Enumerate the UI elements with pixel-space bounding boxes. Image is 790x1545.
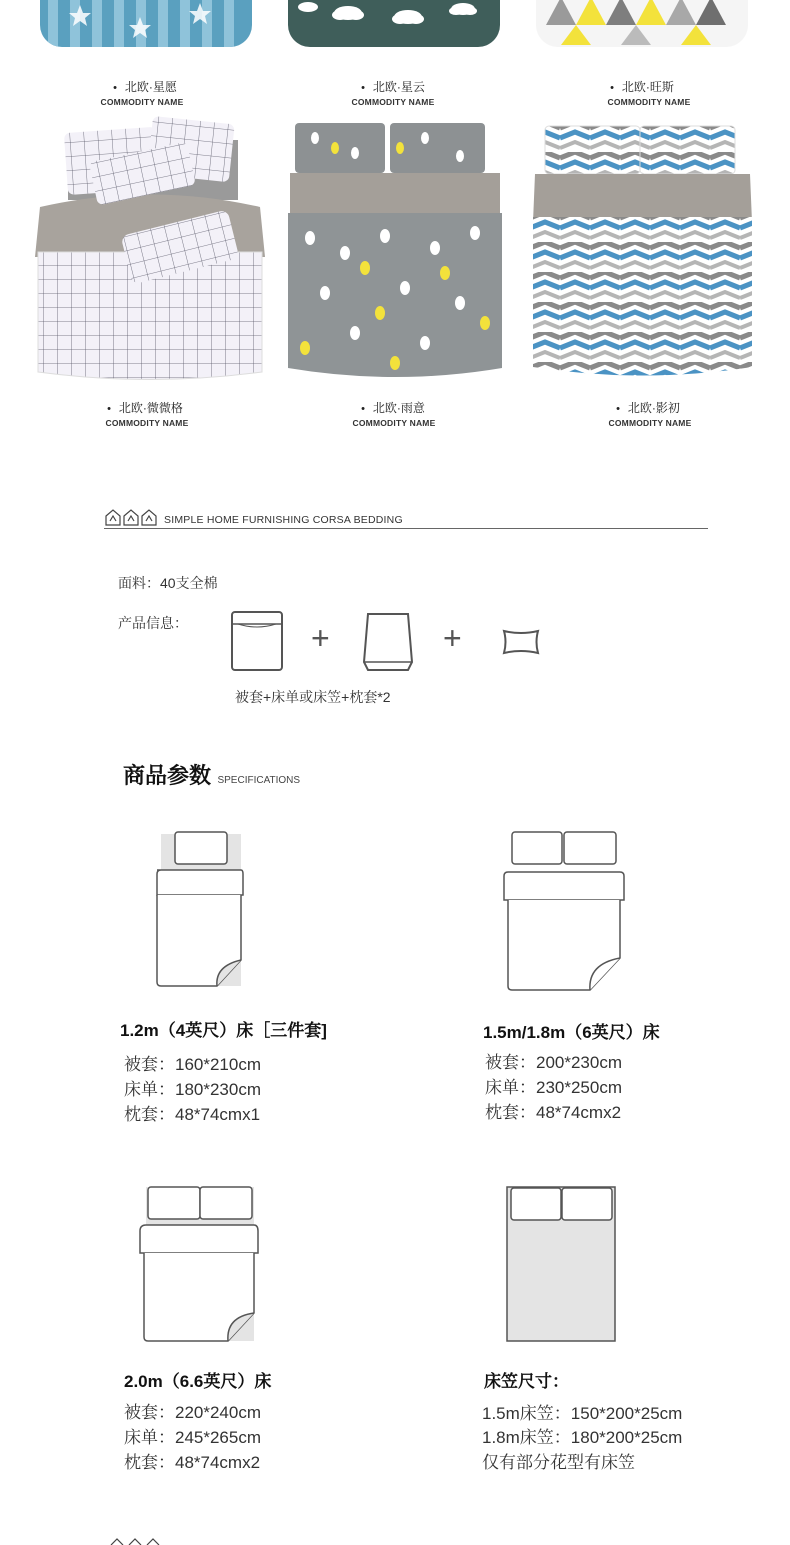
product-image-chevron[interactable] [530, 122, 755, 384]
product-subtitle: COMMODITY NAME [351, 97, 435, 107]
product-image-star-stripes[interactable] [40, 0, 252, 47]
product-name[interactable]: • 北欧·星云 [293, 78, 493, 95]
product-subtitle: COMMODITY NAME [105, 418, 189, 428]
product-subtitle: COMMODITY NAME [608, 418, 692, 428]
size-title: 床笠尺寸： [484, 1372, 569, 1391]
specs-title-text: 商品参数 [123, 763, 212, 788]
size-line: 被套：200*230cm [485, 1053, 623, 1072]
duvet-cover-icon [230, 610, 284, 672]
size-title: 1.2m（4英尺）床［三件套] [120, 1021, 327, 1040]
size-line: 枕套：48*74cmx1 [124, 1105, 261, 1124]
product-subtitle: COMMODITY NAME [100, 97, 184, 107]
section-divider [104, 528, 708, 529]
product-image-drops[interactable] [285, 118, 505, 386]
product-subtitle: COMMODITY NAME [352, 418, 436, 428]
size-line: 1.8m床笠：180*200*25cm [482, 1428, 683, 1447]
product-name[interactable]: • 北欧·星愿 [45, 78, 245, 95]
size-line: 枕套：48*74cmx2 [485, 1103, 622, 1122]
bed-diagram-1-2m [155, 830, 247, 990]
bed-diagram-1-5m-1-8m [502, 830, 626, 992]
product-name[interactable]: • 北欧·旺斯 [542, 78, 742, 95]
size-line: 枕套：48*74cmx2 [124, 1453, 261, 1472]
product-subtitle: COMMODITY NAME [607, 97, 691, 107]
house-icon [110, 1537, 162, 1545]
product-name[interactable]: • 北欧·影初 [548, 399, 748, 416]
size-line: 1.5m床笠：150*200*25cm [482, 1404, 683, 1423]
product-image-grid[interactable] [30, 112, 270, 387]
section-header-title: SIMPLE HOME FURNISHING CORSA BEDDING [164, 514, 403, 526]
size-title: 2.0m（6.6英尺）床 [124, 1372, 272, 1391]
product-info-formula: 被套+床单或床笠+枕套*2 [235, 689, 391, 705]
bed-diagram-2-0m [138, 1185, 262, 1345]
size-line: 被套：220*240cm [124, 1403, 262, 1422]
plus-sign: + [443, 620, 462, 656]
plus-sign: + [311, 620, 330, 656]
specs-title [123, 759, 300, 790]
product-name[interactable]: • 北欧·微微格 [45, 399, 245, 416]
product-name[interactable]: • 北欧·雨意 [293, 399, 493, 416]
product-image-triangles[interactable] [536, 0, 748, 47]
fabric-info: 面料：40支全棉 [118, 575, 218, 591]
pillowcase-icon [500, 628, 542, 656]
product-image-clouds[interactable] [288, 0, 500, 47]
size-title: 1.5m/1.8m（6英尺）床 [483, 1023, 660, 1042]
fitted-sheet-diagram [505, 1185, 617, 1343]
size-line: 仅有部分花型有床笠 [482, 1453, 635, 1472]
bed-sheet-icon [362, 612, 414, 672]
size-line: 床单：230*250cm [485, 1078, 623, 1097]
size-line: 床单：180*230cm [124, 1080, 262, 1099]
product-info-label: 产品信息： [118, 615, 188, 631]
size-line: 被套：160*210cm [124, 1055, 262, 1074]
size-line: 床单：245*265cm [124, 1428, 262, 1447]
specs-subtitle: SPECIFICATIONS [217, 775, 301, 786]
house-icon [105, 508, 157, 526]
